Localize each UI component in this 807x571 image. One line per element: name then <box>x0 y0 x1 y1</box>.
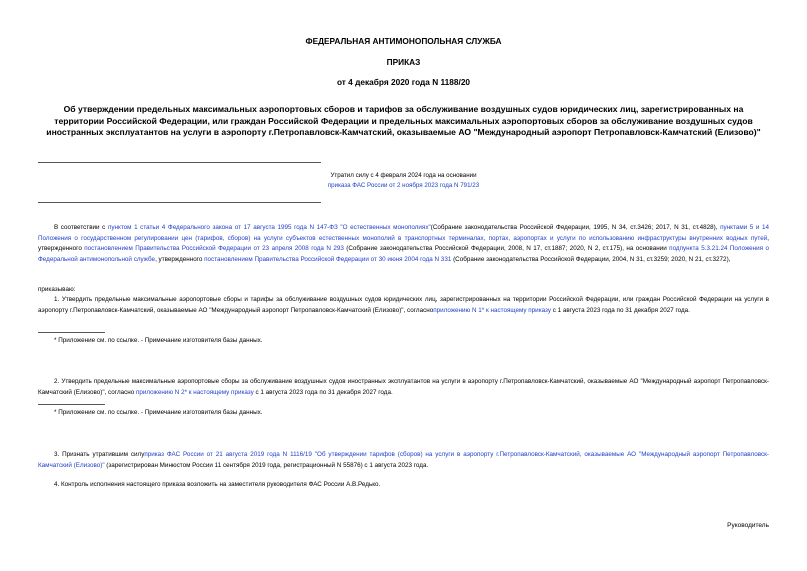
divider-bottom <box>38 202 321 203</box>
government-decree-293-link[interactable]: постановлением Правительства Российской Федерации от 23 апреля 2008 года N 293 <box>84 245 344 253</box>
fas-regulation-link[interactable]: подпункта 5.3.21.24 Положения о Федеральной антимонопольной службе <box>38 245 769 263</box>
footnote-rule-2 <box>38 404 105 405</box>
order-word: приказываю: <box>38 286 76 293</box>
document-title: Об утверждении предельных максимальных аэропортовых сборов и тарифов за обслуживание воздушных судов юридических лиц, зарегистрированных на территории Российской Федерации, или граждан Российской Федерации и предельных максимальных аэропортовых сборов за обслуживание воздушных судов иностранных эксплуатантов на услуги в аэропорту г.Петропавловск-Камчатский, оказываемые АО "Международный аэропорт Петропавловск-Камчатский (Елизово)" <box>46 104 761 137</box>
footnote-rule-1 <box>38 332 105 333</box>
footnote-1: * Приложение см. по ссылке. - Примечание изготовителя базы данных. <box>54 337 263 344</box>
doc-type: ПРИКАЗ <box>386 57 421 67</box>
item-3: 3. Признать утратившим силуприказ ФАС России от 21 августа 2019 года N 1116/19 "Об утверждении тарифов (сборов) на услуги в аэропорту г.Петропавловск-Камчатский, оказываемые АО "Международный аэропорт Петропавловск-Камчатский (Елизово)" (зарегистрирован Минюстом России 11 сентября 2019 года, регистрационный N 55876) с 1 августа 2023 года. <box>38 451 769 469</box>
repealed-order-link[interactable]: приказ ФАС России от 21 августа 2019 года N 1116/19 "Об утверждении тарифов (сборов) на услуги в аэропорту г.Петропавловск-Камчатский, оказываемые АО "Международный аэропорт Петропавловск-Камчатский (Елизово)" <box>38 451 769 469</box>
government-decree-331-link[interactable]: постановлением Правительства Российской Федерации от 30 июня 2004 года N 331 <box>204 255 452 263</box>
appendix-2-link[interactable]: приложению N 2* к настоящему приказу <box>136 388 254 396</box>
signature: Руководитель <box>727 522 769 529</box>
divider-top <box>38 162 321 163</box>
preamble: В соответствии с пунктом 1 статьи 4 Федерального закона от 17 августа 1995 года N 147-ФЗ "О естественных монополиях"(Собрание законодательства Российской Федерации, 1995, N 34, ст.3426; 2017, N 31, ст.4828), пунктами 5 и 14 Положения о государственном регулировании цен (тарифов, сборов) на услуги субъектов естественных монополий в транспортных терминалах, портах, аэропортах и услуги по использованию инфраструктуры внутренних водных путей, утвержденного постановлением Правительства Российской Федерации от 23 апреля 2008 года N 293 (Собрание законодательства Российской Федерации, 2008, N 17, ст.1887; 2020, N 2, ст.175), на основании подпункта 5.3.21.24 Положения о Федеральной антимонопольной службе, утвержденного постановлением Правительства Российской Федерации от 30 июня 2004 года N 331 (Собрание законодательства Российской Федерации, 2004, N 31, ст.3259; 2020, N 21, ст.3272), <box>38 224 770 263</box>
agency-name: ФЕДЕРАЛЬНАЯ АНТИМОНОПОЛЬНАЯ СЛУЖБА <box>305 36 502 46</box>
status-link-line <box>0 181 807 191</box>
law-link[interactable]: пунктом 1 статьи 4 Федерального закона от 17 августа 1995 года N 147-ФЗ "О естественных монополиях" <box>107 224 431 231</box>
status-line: Утратил силу с 4 февраля 2024 года на основании <box>330 172 477 179</box>
regulation-points-link[interactable]: пунктами 5 и 14 Положения о государственном регулировании цен (тарифов, сборов) на услуги субъектов естественных монополий в транспортных терминалах, портах, аэропортах и услуги по использованию инфраструктуры внутренних водных путей <box>38 224 770 242</box>
item-4: 4. Контроль исполнения настоящего приказа возложить на заместителя руководителя ФАС России А.В.Редько. <box>54 481 381 488</box>
appendix-1-link[interactable]: приложению N 1* к настоящему приказу <box>433 306 551 314</box>
footnote-2: * Приложение см. по ссылке. - Примечание изготовителя базы данных. <box>54 409 263 416</box>
item-1: 1. Утвердить предельные максимальные аэропортовые сборы и тарифы за обслуживание воздушных судов юридических лиц, зарегистрированных на территории Российской Федерации, или граждан Российской Федерации на услуги в аэропорту г.Петропавловск-Камчатский, оказываемые АО "Международный аэропорт Петропавловск-Камчатский (Елизово)", согласноприложению N 1* к настоящему приказу с 1 августа 2023 года по 31 декабря 2027 года. <box>38 296 769 314</box>
doc-date: от 4 декабря 2020 года N 1188/20 <box>336 77 471 87</box>
item-2: 2. Утвердить предельные максимальные аэропортовые сборы за обслуживание воздушных судов иностранных эксплуатантов на услуги в аэропорту г.Петропавловск-Камчатский, оказываемые АО "Международный аэропорт Петропавловск-Камчатский (Елизово)", согласно приложению N 2* к настоящему приказу с 1 августа 2023 года по 31 декабря 2027 года. <box>38 378 769 396</box>
repeal-order-link[interactable]: приказа ФАС России от 2 ноября 2023 года N 791/23 <box>327 182 480 189</box>
